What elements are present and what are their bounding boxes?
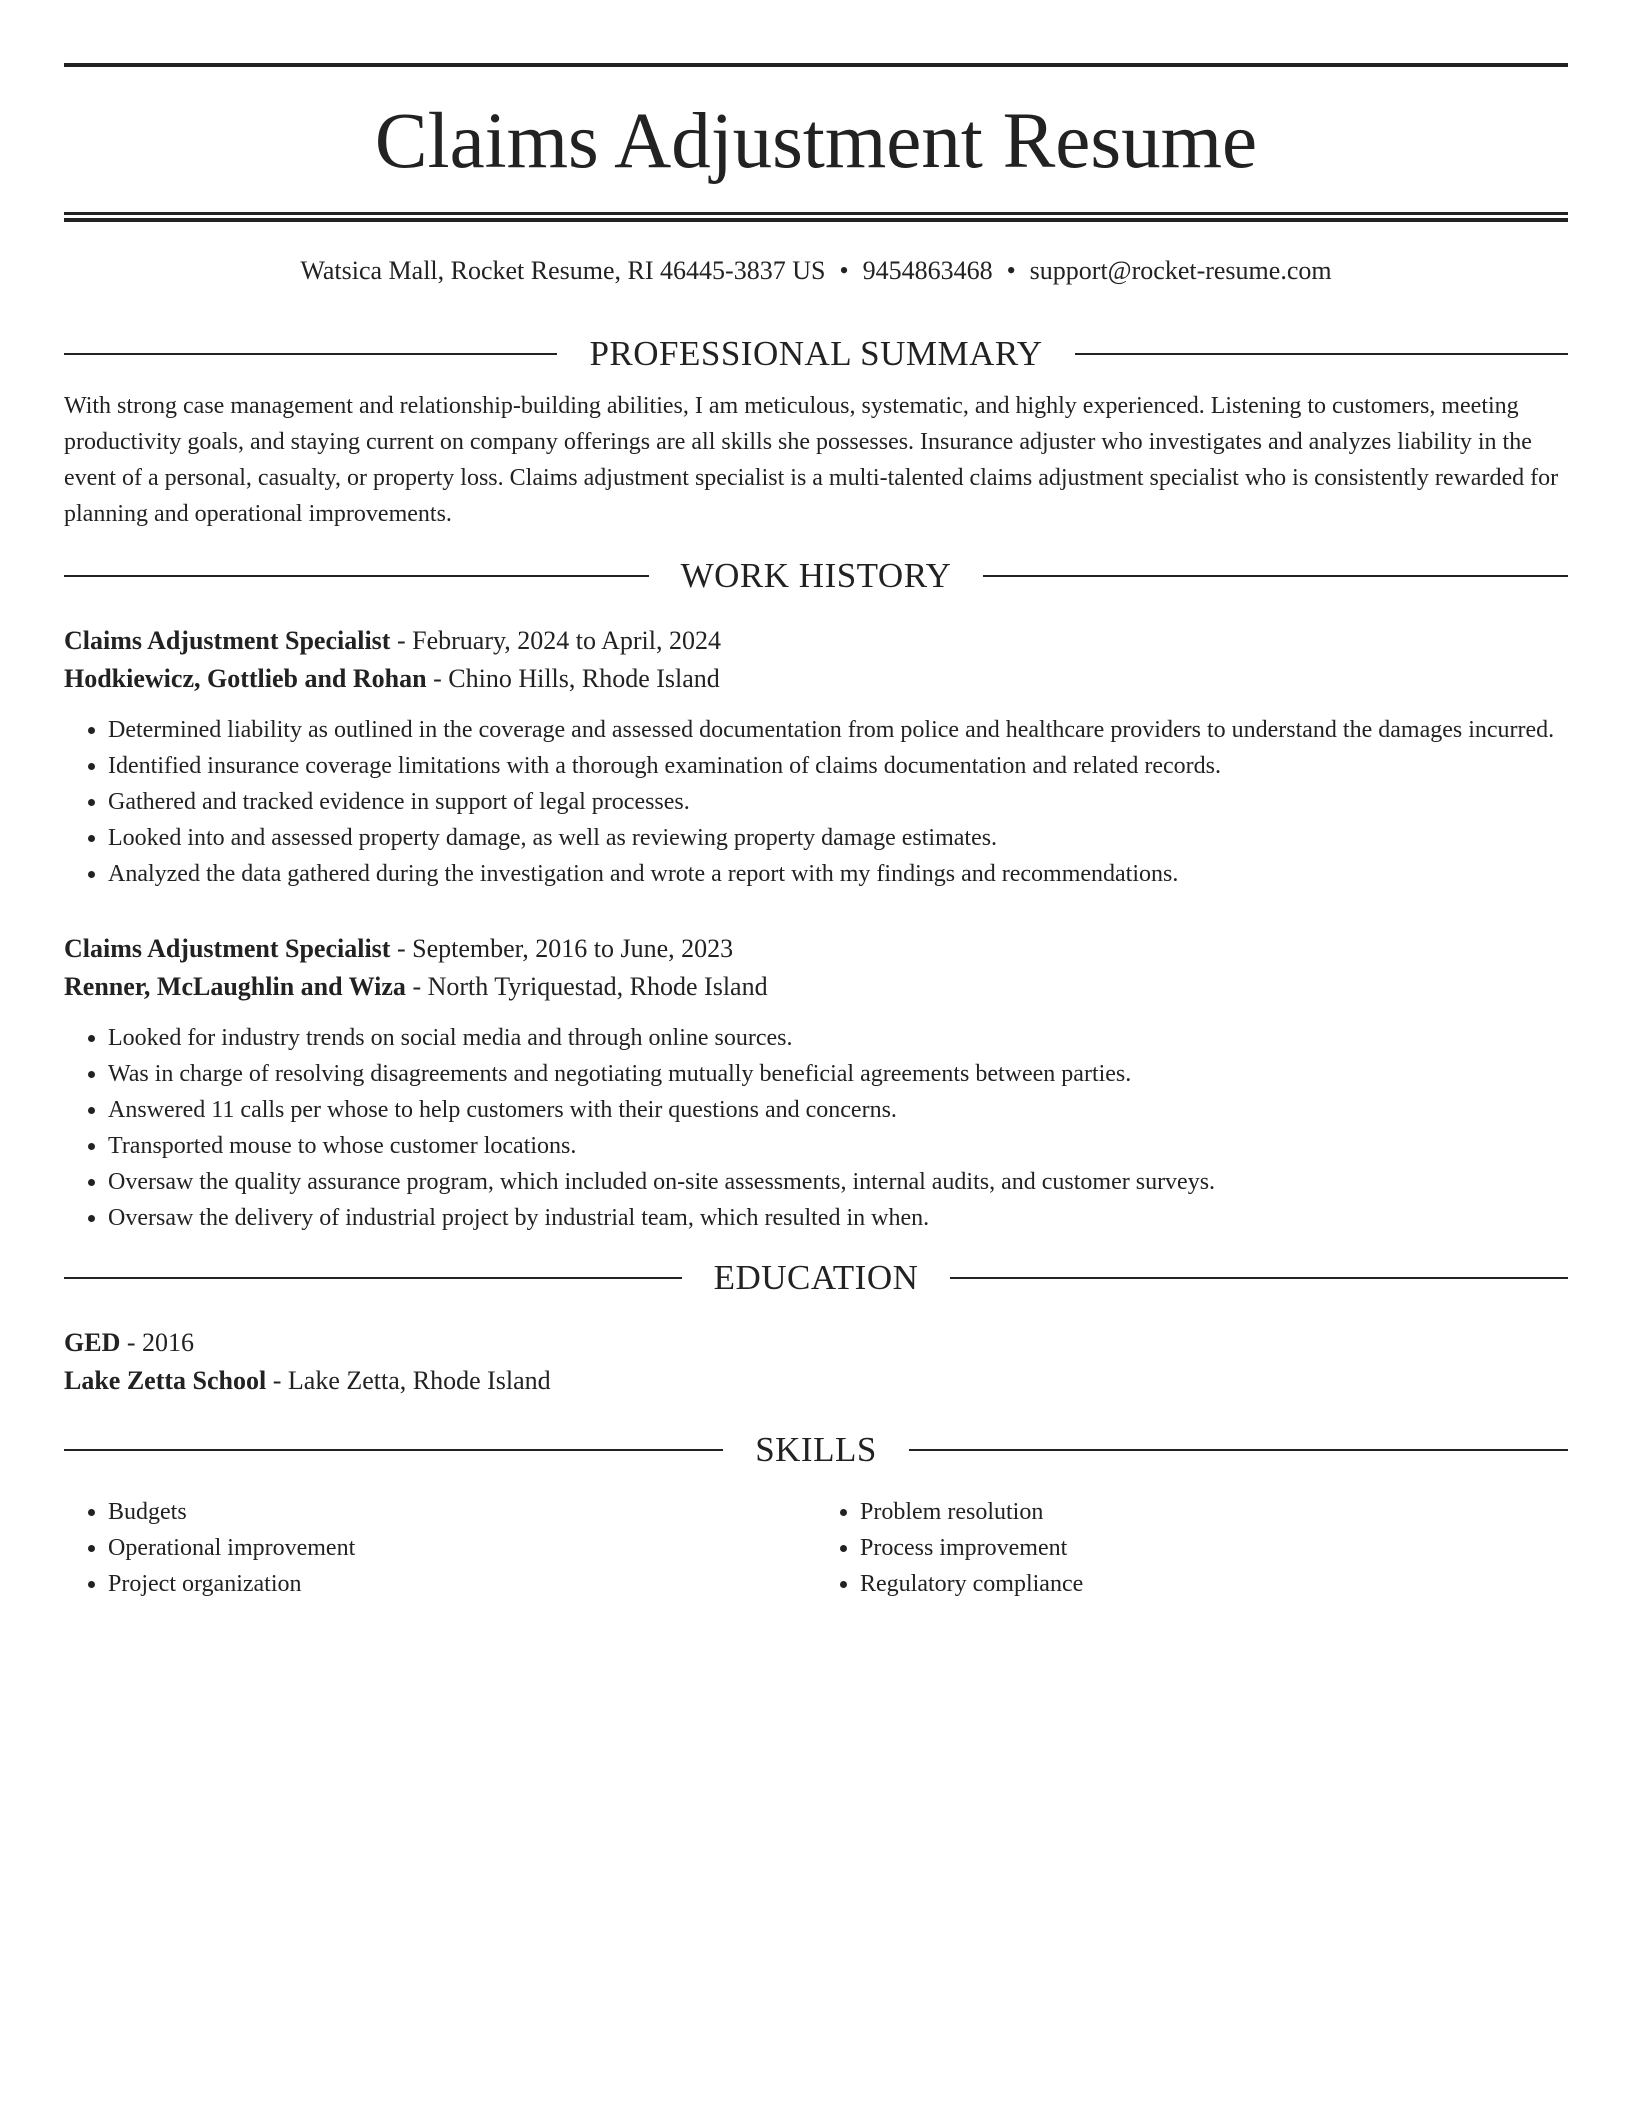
list-item: • Project organization: [108, 1566, 816, 1602]
list-item: • Oversaw the quality assurance program, which included on-site assessments, internal audits, and customer surveys.: [108, 1164, 1568, 1200]
job-title: Claims Adjustment Specialist: [64, 626, 391, 655]
list-item: • Looked for industry trends on social media and through online sources.: [108, 1020, 1568, 1056]
skills-heading-label: SKILLS: [755, 1430, 877, 1469]
job-bullets: [64, 712, 1568, 892]
list-item: • Gathered and tracked evidence in support of legal processes.: [108, 784, 1568, 820]
heading-rule-right: [983, 575, 1568, 577]
education-entry: [64, 1324, 1568, 1400]
contact-separator: •: [839, 256, 849, 285]
education-school-line: [64, 1362, 1568, 1400]
heading-rule-right: [1075, 353, 1568, 355]
list-item: • Budgets: [108, 1494, 816, 1530]
work-history-heading: [64, 556, 1568, 596]
job-company-line: [64, 968, 1568, 1006]
education-year: - 2016: [120, 1328, 195, 1357]
job-title: Claims Adjustment Specialist: [64, 934, 391, 963]
skills-column-right: [816, 1494, 1568, 1602]
list-item: • Determined liability as outlined in the coverage and assessed documentation from police and healthcare providers to understand the damages incurred.: [108, 712, 1568, 748]
list-item: • Process improvement: [860, 1530, 1568, 1566]
job-company: Renner, McLaughlin and Wiza: [64, 972, 406, 1001]
skills-heading: [64, 1430, 1568, 1470]
title-double-rule: [64, 212, 1568, 222]
list-item: • Transported mouse to whose customer locations.: [108, 1128, 1568, 1164]
work-history-heading-label: WORK HISTORY: [680, 556, 952, 595]
job-title-line: [64, 622, 1568, 660]
education-location: - Lake Zetta, Rhode Island: [266, 1366, 551, 1395]
contact-phone: 9454863468: [862, 256, 993, 285]
job-bullets: [64, 1020, 1568, 1236]
list-item: • Identified insurance coverage limitations with a thorough examination of claims documentation and related records.: [108, 748, 1568, 784]
job-dates: - February, 2024 to April, 2024: [390, 626, 721, 655]
summary-heading-label: PROFESSIONAL SUMMARY: [589, 334, 1043, 373]
heading-rule-left: [64, 1449, 723, 1451]
education-school: Lake Zetta School: [64, 1366, 267, 1395]
education-heading-label: EDUCATION: [713, 1258, 919, 1297]
contact-address: Watsica Mall, Rocket Resume, RI 46445-3837 US: [300, 256, 826, 285]
heading-rule-right: [909, 1449, 1568, 1451]
job-dates: - September, 2016 to June, 2023: [390, 934, 734, 963]
job-location: - North Tyriquestad, Rhode Island: [405, 972, 768, 1001]
heading-rule-left: [64, 1277, 682, 1279]
list-item: • Operational improvement: [108, 1530, 816, 1566]
heading-rule-right: [950, 1277, 1568, 1279]
skills-list: [64, 1494, 1568, 1602]
job-company: Hodkiewicz, Gottlieb and Rohan: [64, 664, 427, 693]
education-degree-line: [64, 1324, 1568, 1362]
contact-line: [64, 256, 1568, 296]
summary-heading: [64, 334, 1568, 374]
heading-rule-left: [64, 575, 649, 577]
list-item: • Was in charge of resolving disagreements and negotiating mutually beneficial agreements between parties.: [108, 1056, 1568, 1092]
contact-email: support@rocket-resume.com: [1029, 256, 1332, 285]
job-company-line: [64, 660, 1568, 698]
summary-text: With strong case management and relationship-building abilities, I am meticulous, systematic, and highly experienced. Listening to customers, meeting productivity goals, and staying current on company offerings are all skills she possesses. Insurance adjuster who investigates and analyzes liability in the event of a personal, casualty, or property loss. Claims adjustment specialist is a multi-talented claims adjustment specialist who is consistently rewarded for planning and operational improvements.: [64, 393, 1559, 527]
list-item: • Analyzed the data gathered during the investigation and wrote a report with my findings and recommendations.: [108, 856, 1568, 892]
skills-column-left: [64, 1494, 816, 1602]
heading-rule-left: [64, 353, 557, 355]
resume-title: Claims Adjustment Resume: [374, 98, 1258, 185]
list-item: • Looked into and assessed property damage, as well as reviewing property damage estimates.: [108, 820, 1568, 856]
list-item: • Problem resolution: [860, 1494, 1568, 1530]
contact-separator: •: [1006, 256, 1016, 285]
job-title-line: [64, 930, 1568, 968]
education-degree: GED: [64, 1328, 121, 1357]
job-entry: [64, 930, 1568, 1236]
list-item: • Oversaw the delivery of industrial project by industrial team, which resulted in when.: [108, 1200, 1568, 1236]
job-location: - Chino Hills, Rhode Island: [426, 664, 720, 693]
job-entry: [64, 622, 1568, 892]
list-item: • Regulatory compliance: [860, 1566, 1568, 1602]
education-heading: [64, 1258, 1568, 1298]
list-item: • Answered 11 calls per whose to help customers with their questions and concerns.: [108, 1092, 1568, 1128]
